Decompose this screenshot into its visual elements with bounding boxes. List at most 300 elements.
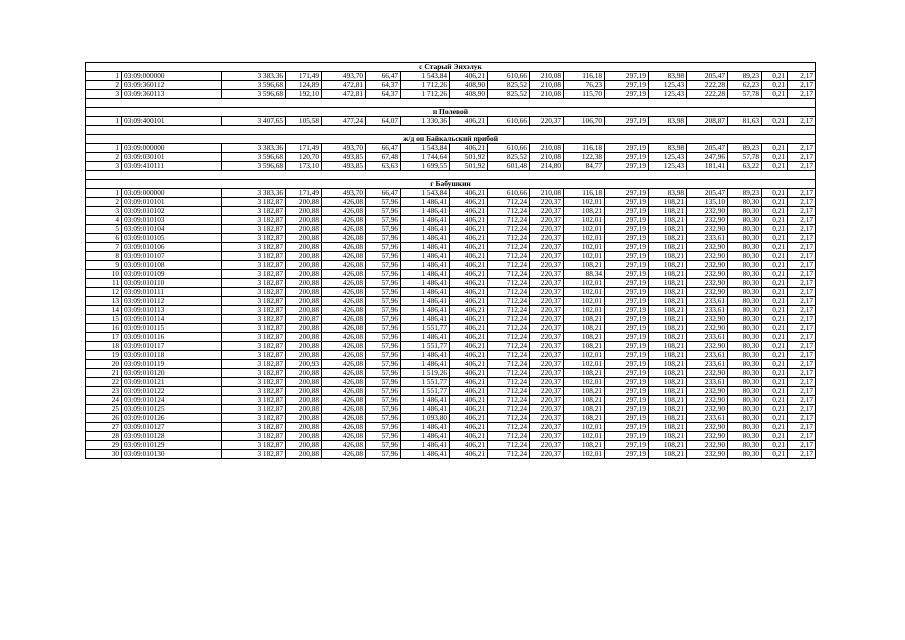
value-cell: 210,08 <box>530 72 564 81</box>
value-cell: 297,19 <box>605 423 649 432</box>
cadastral-code-cell: 03:09:410111 <box>122 162 222 171</box>
value-cell: 116,18 <box>564 189 605 198</box>
value-cell: 1 543,84 <box>401 144 450 153</box>
value-cell: 3 182,87 <box>222 270 286 279</box>
value-cell: 83,98 <box>649 72 687 81</box>
value-cell: 3 182,87 <box>222 243 286 252</box>
value-cell: 232,90 <box>687 396 728 405</box>
value-cell: 3 182,87 <box>222 387 286 396</box>
value-cell: 220,37 <box>530 414 564 423</box>
value-cell: 80,30 <box>728 333 762 342</box>
value-cell: 3 182,87 <box>222 315 286 324</box>
blank-row <box>86 126 816 135</box>
value-cell: 232,90 <box>687 252 728 261</box>
value-cell: 222,28 <box>687 81 728 90</box>
value-cell: 80,30 <box>728 216 762 225</box>
value-cell: 108,21 <box>649 378 687 387</box>
value-cell: 108,21 <box>649 324 687 333</box>
value-cell: 102,01 <box>564 423 605 432</box>
table-row <box>86 297 816 306</box>
value-cell: 80,30 <box>728 234 762 243</box>
value-cell: 232,90 <box>687 342 728 351</box>
value-cell: 406,21 <box>450 225 488 234</box>
value-cell: 3 596,68 <box>222 90 286 99</box>
value-cell: 0,21 <box>762 261 788 270</box>
value-cell: 200,93 <box>286 360 322 369</box>
value-cell: 3 182,87 <box>222 306 286 315</box>
value-cell: 426,08 <box>322 378 366 387</box>
value-cell: 2,17 <box>788 387 816 396</box>
value-cell: 2,17 <box>788 369 816 378</box>
value-cell: 712,24 <box>488 198 530 207</box>
value-cell: 297,19 <box>605 351 649 360</box>
value-cell: 472,81 <box>322 81 366 90</box>
value-cell: 220,37 <box>530 270 564 279</box>
value-cell: 108,21 <box>649 198 687 207</box>
value-cell: 0,21 <box>762 198 788 207</box>
value-cell: 220,37 <box>530 216 564 225</box>
value-cell: 1 486,41 <box>401 198 450 207</box>
value-cell: 232,90 <box>687 270 728 279</box>
value-cell: 2,17 <box>788 342 816 351</box>
value-cell: 135,10 <box>687 198 728 207</box>
value-cell: 83,98 <box>649 189 687 198</box>
value-cell: 102,01 <box>564 288 605 297</box>
value-cell: 610,66 <box>488 72 530 81</box>
value-cell: 57,96 <box>366 441 401 450</box>
value-cell: 220,37 <box>530 288 564 297</box>
value-cell: 57,96 <box>366 387 401 396</box>
section-title: г Бабушкин <box>86 180 816 189</box>
row-number-cell: 18 <box>86 342 122 351</box>
value-cell: 297,19 <box>605 306 649 315</box>
table-row <box>86 225 816 234</box>
value-cell: 62,23 <box>728 81 762 90</box>
value-cell: 426,08 <box>322 270 366 279</box>
value-cell: 0,21 <box>762 234 788 243</box>
value-cell: 208,87 <box>687 117 728 126</box>
value-cell: 1 543,84 <box>401 189 450 198</box>
value-cell: 200,88 <box>286 198 322 207</box>
value-cell: 426,08 <box>322 207 366 216</box>
table-row <box>86 72 816 81</box>
value-cell: 2,17 <box>788 189 816 198</box>
value-cell: 64,37 <box>366 81 401 90</box>
table-row <box>86 405 816 414</box>
value-cell: 2,17 <box>788 72 816 81</box>
value-cell: 2,17 <box>788 306 816 315</box>
table-row <box>86 162 816 171</box>
value-cell: 712,24 <box>488 297 530 306</box>
value-cell: 1 486,41 <box>401 306 450 315</box>
value-cell: 3 407,65 <box>222 117 286 126</box>
cadastral-code-cell: 03:09:030101 <box>122 153 222 162</box>
value-cell: 3 182,87 <box>222 216 286 225</box>
value-cell: 2,17 <box>788 423 816 432</box>
row-number-cell: 23 <box>86 387 122 396</box>
table-row <box>86 369 816 378</box>
value-cell: 501,92 <box>450 162 488 171</box>
section-title: с Старый Энхэлук <box>86 63 816 72</box>
value-cell: 712,24 <box>488 288 530 297</box>
value-cell: 297,19 <box>605 243 649 252</box>
value-cell: 233,61 <box>687 378 728 387</box>
value-cell: 3 383,36 <box>222 72 286 81</box>
value-cell: 108,21 <box>649 315 687 324</box>
value-cell: 84,77 <box>564 162 605 171</box>
value-cell: 80,30 <box>728 297 762 306</box>
table-row <box>86 351 816 360</box>
row-number-cell: 7 <box>86 243 122 252</box>
value-cell: 108,21 <box>649 405 687 414</box>
value-cell: 122,38 <box>564 153 605 162</box>
value-cell: 108,21 <box>649 270 687 279</box>
value-cell: 426,08 <box>322 252 366 261</box>
cadastral-code-cell: 03:09:010125 <box>122 405 222 414</box>
value-cell: 57,78 <box>728 153 762 162</box>
value-cell: 426,08 <box>322 306 366 315</box>
value-cell: 3 182,87 <box>222 333 286 342</box>
value-cell: 200,88 <box>286 414 322 423</box>
value-cell: 80,30 <box>728 261 762 270</box>
table-row <box>86 189 816 198</box>
value-cell: 2,17 <box>788 153 816 162</box>
value-cell: 3 182,87 <box>222 297 286 306</box>
table-row <box>86 441 816 450</box>
value-cell: 200,88 <box>286 252 322 261</box>
row-number-cell: 28 <box>86 432 122 441</box>
table-row <box>86 387 816 396</box>
value-cell: 297,19 <box>605 225 649 234</box>
row-number-cell: 15 <box>86 315 122 324</box>
value-cell: 406,21 <box>450 369 488 378</box>
value-cell: 3 182,87 <box>222 378 286 387</box>
value-cell: 57,96 <box>366 225 401 234</box>
value-cell: 57,96 <box>366 279 401 288</box>
value-cell: 102,01 <box>564 243 605 252</box>
value-cell: 712,24 <box>488 225 530 234</box>
value-cell: 57,96 <box>366 198 401 207</box>
value-cell: 171,49 <box>286 189 322 198</box>
table-row <box>86 234 816 243</box>
value-cell: 406,21 <box>450 315 488 324</box>
value-cell: 297,19 <box>605 81 649 90</box>
value-cell: 80,30 <box>728 441 762 450</box>
value-cell: 220,37 <box>530 279 564 288</box>
value-cell: 66,47 <box>366 72 401 81</box>
value-cell: 426,08 <box>322 198 366 207</box>
row-number-cell: 19 <box>86 351 122 360</box>
value-cell: 426,08 <box>322 243 366 252</box>
value-cell: 102,01 <box>564 225 605 234</box>
value-cell: 501,92 <box>450 153 488 162</box>
value-cell: 297,19 <box>605 279 649 288</box>
row-number-cell: 8 <box>86 252 122 261</box>
value-cell: 0,21 <box>762 72 788 81</box>
value-cell: 2,17 <box>788 270 816 279</box>
value-cell: 1 486,41 <box>401 225 450 234</box>
cadastral-code-cell: 03:09:010109 <box>122 270 222 279</box>
value-cell: 1 486,41 <box>401 405 450 414</box>
value-cell: 0,21 <box>762 144 788 153</box>
value-cell: 232,90 <box>687 288 728 297</box>
value-cell: 108,21 <box>564 414 605 423</box>
table-row <box>86 261 816 270</box>
value-cell: 406,21 <box>450 216 488 225</box>
value-cell: 200,88 <box>286 342 322 351</box>
value-cell: 220,37 <box>530 306 564 315</box>
value-cell: 210,08 <box>530 189 564 198</box>
value-cell: 406,21 <box>450 243 488 252</box>
value-cell: 80,30 <box>728 414 762 423</box>
value-cell: 76,23 <box>564 81 605 90</box>
value-cell: 1 486,41 <box>401 450 450 459</box>
section-title: п Полевой <box>86 108 816 117</box>
value-cell: 81,63 <box>728 117 762 126</box>
cadastral-code-cell: 03:09:010124 <box>122 396 222 405</box>
value-cell: 426,08 <box>322 405 366 414</box>
value-cell: 712,24 <box>488 234 530 243</box>
value-cell: 116,18 <box>564 72 605 81</box>
value-cell: 712,24 <box>488 207 530 216</box>
value-cell: 232,90 <box>687 207 728 216</box>
value-cell: 426,08 <box>322 387 366 396</box>
value-cell: 406,21 <box>450 423 488 432</box>
value-cell: 1 551,77 <box>401 387 450 396</box>
value-cell: 0,21 <box>762 315 788 324</box>
value-cell: 2,17 <box>788 405 816 414</box>
value-cell: 0,21 <box>762 216 788 225</box>
value-cell: 712,24 <box>488 387 530 396</box>
value-cell: 200,88 <box>286 297 322 306</box>
value-cell: 493,70 <box>322 144 366 153</box>
value-cell: 1 551,77 <box>401 378 450 387</box>
value-cell: 3 383,36 <box>222 189 286 198</box>
value-cell: 88,34 <box>564 270 605 279</box>
table-row <box>86 306 816 315</box>
cadastral-code-cell: 03:09:010129 <box>122 441 222 450</box>
value-cell: 80,30 <box>728 351 762 360</box>
cadastral-code-cell: 03:09:010106 <box>122 243 222 252</box>
value-cell: 1 486,41 <box>401 288 450 297</box>
value-cell: 712,24 <box>488 333 530 342</box>
value-cell: 200,88 <box>286 351 322 360</box>
value-cell: 108,21 <box>649 261 687 270</box>
value-cell: 0,21 <box>762 153 788 162</box>
value-cell: 108,21 <box>649 333 687 342</box>
table-row <box>86 414 816 423</box>
value-cell: 0,21 <box>762 252 788 261</box>
value-cell: 205,47 <box>687 72 728 81</box>
value-cell: 200,87 <box>286 315 322 324</box>
row-number-cell: 27 <box>86 423 122 432</box>
value-cell: 220,37 <box>530 450 564 459</box>
value-cell: 2,17 <box>788 234 816 243</box>
value-cell: 712,24 <box>488 396 530 405</box>
value-cell: 80,30 <box>728 369 762 378</box>
value-cell: 1 486,41 <box>401 216 450 225</box>
value-cell: 171,49 <box>286 72 322 81</box>
value-cell: 173,10 <box>286 162 322 171</box>
value-cell: 406,21 <box>450 261 488 270</box>
value-cell: 115,70 <box>564 90 605 99</box>
value-cell: 297,19 <box>605 117 649 126</box>
value-cell: 297,19 <box>605 189 649 198</box>
value-cell: 102,01 <box>564 279 605 288</box>
value-cell: 57,96 <box>366 351 401 360</box>
value-cell: 3 182,87 <box>222 441 286 450</box>
value-cell: 297,19 <box>605 162 649 171</box>
value-cell: 247,96 <box>687 153 728 162</box>
row-number-cell: 24 <box>86 396 122 405</box>
value-cell: 0,21 <box>762 81 788 90</box>
value-cell: 200,88 <box>286 405 322 414</box>
value-cell: 0,21 <box>762 90 788 99</box>
value-cell: 108,21 <box>649 306 687 315</box>
value-cell: 493,70 <box>322 189 366 198</box>
value-cell: 200,88 <box>286 216 322 225</box>
row-number-cell: 13 <box>86 297 122 306</box>
value-cell: 0,21 <box>762 297 788 306</box>
value-cell: 406,21 <box>450 288 488 297</box>
value-cell: 406,21 <box>450 432 488 441</box>
cadastral-code-cell: 03:09:010119 <box>122 360 222 369</box>
cadastral-code-cell: 03:09:400101 <box>122 117 222 126</box>
row-number-cell: 21 <box>86 369 122 378</box>
value-cell: 232,90 <box>687 279 728 288</box>
value-cell: 80,30 <box>728 279 762 288</box>
value-cell: 1 543,84 <box>401 72 450 81</box>
value-cell: 200,88 <box>286 333 322 342</box>
value-cell: 0,21 <box>762 279 788 288</box>
value-cell: 80,30 <box>728 243 762 252</box>
row-number-cell: 12 <box>86 288 122 297</box>
table-row <box>86 288 816 297</box>
value-cell: 712,24 <box>488 360 530 369</box>
table-row <box>86 144 816 153</box>
value-cell: 108,21 <box>649 369 687 378</box>
value-cell: 2,17 <box>788 279 816 288</box>
value-cell: 406,21 <box>450 414 488 423</box>
row-number-cell: 9 <box>86 261 122 270</box>
cadastral-code-cell: 03:09:010120 <box>122 369 222 378</box>
blank-cell <box>86 171 816 180</box>
value-cell: 0,21 <box>762 441 788 450</box>
value-cell: 232,90 <box>687 387 728 396</box>
value-cell: 712,24 <box>488 324 530 333</box>
value-cell: 80,30 <box>728 432 762 441</box>
value-cell: 108,21 <box>649 432 687 441</box>
table-row <box>86 333 816 342</box>
value-cell: 125,43 <box>649 153 687 162</box>
value-cell: 233,61 <box>687 360 728 369</box>
value-cell: 63,63 <box>366 162 401 171</box>
value-cell: 2,17 <box>788 81 816 90</box>
value-cell: 0,21 <box>762 225 788 234</box>
value-cell: 200,88 <box>286 423 322 432</box>
value-cell: 214,80 <box>530 162 564 171</box>
value-cell: 406,21 <box>450 270 488 279</box>
value-cell: 0,21 <box>762 432 788 441</box>
table-row <box>86 153 816 162</box>
value-cell: 477,24 <box>322 117 366 126</box>
value-cell: 2,17 <box>788 144 816 153</box>
value-cell: 712,24 <box>488 216 530 225</box>
value-cell: 181,41 <box>687 162 728 171</box>
value-cell: 0,21 <box>762 405 788 414</box>
value-cell: 426,08 <box>322 261 366 270</box>
value-cell: 108,21 <box>564 315 605 324</box>
value-cell: 3 182,87 <box>222 396 286 405</box>
blank-row <box>86 171 816 180</box>
value-cell: 108,21 <box>649 414 687 423</box>
value-cell: 408,90 <box>450 81 488 90</box>
value-cell: 108,21 <box>649 243 687 252</box>
value-cell: 0,21 <box>762 324 788 333</box>
value-cell: 232,90 <box>687 261 728 270</box>
cadastral-code-cell: 03:09:010110 <box>122 279 222 288</box>
value-cell: 297,19 <box>605 450 649 459</box>
cadastral-code-cell: 03:09:010115 <box>122 324 222 333</box>
value-cell: 1 712,26 <box>401 90 450 99</box>
value-cell: 200,88 <box>286 306 322 315</box>
value-cell: 297,19 <box>605 153 649 162</box>
row-number-cell: 2 <box>86 198 122 207</box>
value-cell: 712,24 <box>488 423 530 432</box>
table-row <box>86 117 816 126</box>
value-cell: 233,61 <box>687 333 728 342</box>
cadastral-code-cell: 03:09:010101 <box>122 198 222 207</box>
value-cell: 57,96 <box>366 288 401 297</box>
table-row <box>86 324 816 333</box>
value-cell: 406,21 <box>450 117 488 126</box>
cadastral-code-cell: 03:09:010127 <box>122 423 222 432</box>
value-cell: 108,21 <box>649 225 687 234</box>
value-cell: 426,08 <box>322 423 366 432</box>
value-cell: 200,88 <box>286 270 322 279</box>
value-cell: 406,21 <box>450 72 488 81</box>
value-cell: 493,70 <box>322 72 366 81</box>
value-cell: 297,19 <box>605 198 649 207</box>
table-row <box>86 450 816 459</box>
value-cell: 0,21 <box>762 360 788 369</box>
value-cell: 108,21 <box>564 369 605 378</box>
value-cell: 116,18 <box>564 144 605 153</box>
value-cell: 108,21 <box>649 423 687 432</box>
value-cell: 406,21 <box>450 378 488 387</box>
value-cell: 3 182,87 <box>222 342 286 351</box>
value-cell: 232,90 <box>687 225 728 234</box>
table-row <box>86 270 816 279</box>
value-cell: 0,21 <box>762 369 788 378</box>
value-cell: 825,52 <box>488 81 530 90</box>
table-row <box>86 252 816 261</box>
value-cell: 1 486,41 <box>401 270 450 279</box>
table-row <box>86 315 816 324</box>
value-cell: 108,21 <box>564 396 605 405</box>
row-number-cell: 3 <box>86 162 122 171</box>
value-cell: 220,37 <box>530 261 564 270</box>
value-cell: 57,96 <box>366 315 401 324</box>
cadastral-code-cell: 03:09:010102 <box>122 207 222 216</box>
value-cell: 220,37 <box>530 387 564 396</box>
table-row <box>86 360 816 369</box>
value-cell: 3 182,87 <box>222 324 286 333</box>
section-title-row <box>86 135 816 144</box>
value-cell: 426,08 <box>322 369 366 378</box>
value-cell: 108,21 <box>649 360 687 369</box>
value-cell: 426,08 <box>322 351 366 360</box>
